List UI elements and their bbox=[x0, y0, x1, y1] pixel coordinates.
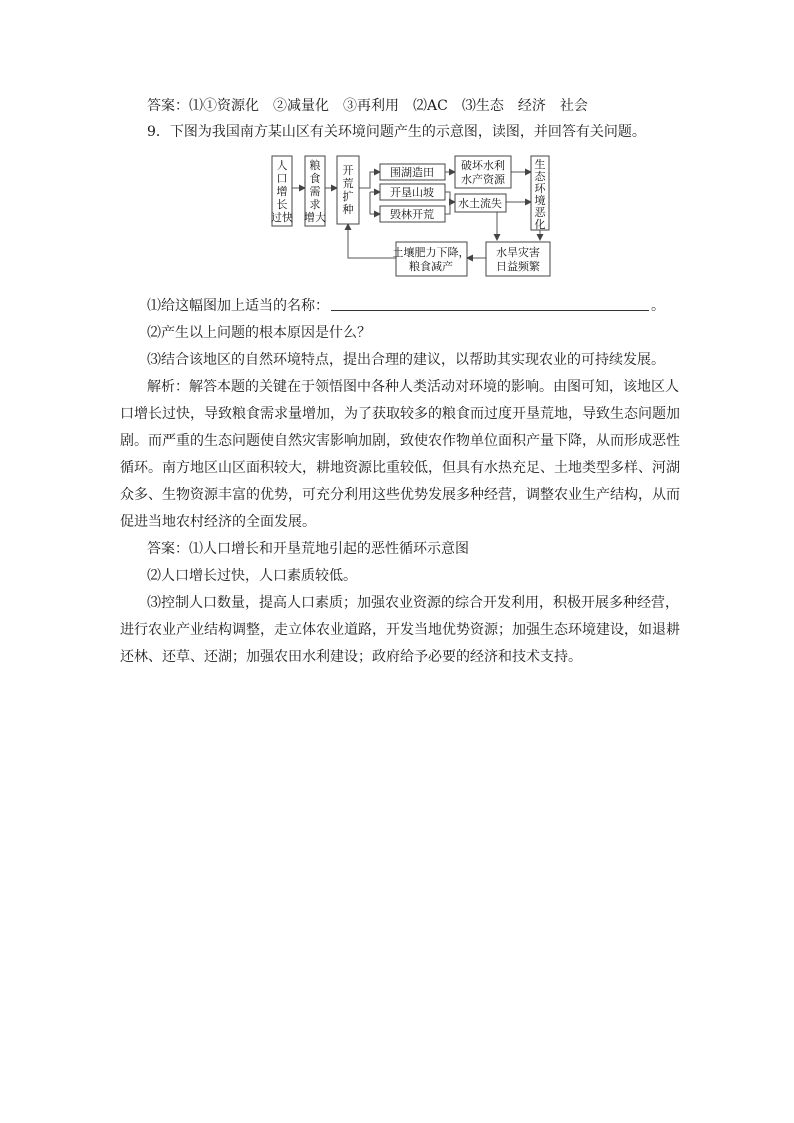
analysis-line-6: 促进当地农村经济的全面发展。 bbox=[120, 514, 316, 530]
svg-text:求: 求 bbox=[309, 198, 321, 211]
sub-question-3: ⑶结合该地区的自然环境特点，提出合理的建议，以帮助其实现农业的可持续发展。 bbox=[147, 352, 665, 368]
svg-text:开垦山坡: 开垦山坡 bbox=[390, 186, 434, 199]
arrow-fertility-to-reclaim bbox=[348, 224, 396, 258]
sub-question-1 bbox=[147, 296, 665, 316]
svg-text:人: 人 bbox=[276, 159, 288, 172]
svg-text:态: 态 bbox=[534, 170, 546, 183]
box-water-damage bbox=[455, 156, 511, 188]
svg-text:增大: 增大 bbox=[304, 211, 326, 224]
box-deforest bbox=[380, 206, 445, 222]
svg-text:水土流失: 水土流失 bbox=[458, 197, 502, 210]
arrow-to-lake-reclaim bbox=[359, 172, 380, 188]
svg-text:食: 食 bbox=[309, 172, 321, 185]
svg-text:境: 境 bbox=[534, 194, 546, 207]
box-soil-erosion bbox=[455, 194, 506, 212]
svg-text:粮: 粮 bbox=[309, 159, 321, 172]
answer-3-line-3: 还林、还草、还湖；加强农田水利建设；政府给予必要的经济和技术支持。 bbox=[120, 649, 582, 665]
box-population bbox=[271, 156, 293, 226]
answer-3-line-2: 进行农业产业结构调整，走立体农业道路，开发当地优势资源；加强生态环境建设，如退耕 bbox=[120, 622, 680, 638]
svg-text:水产资源: 水产资源 bbox=[461, 173, 505, 186]
analysis-line-5: 众多、生物资源丰富的优势，可充分利用这些优势发展多种经营，调整农业生产结构，从而 bbox=[120, 487, 680, 503]
svg-text:需: 需 bbox=[309, 185, 321, 198]
analysis-line-4: 循环。南方地区山区面积较大，耕地资源比重较低，但具有水热充足、土地类型多样、河湖 bbox=[120, 460, 680, 476]
arrow-deforest-to-erosion bbox=[445, 205, 450, 214]
analysis-line-3: 剧。而严重的生态问题使自然灾害影响加剧，致使农作物单位面积产量下降，从而形成恶性 bbox=[120, 433, 680, 449]
answer-2: ⑵人口增长过快，人口素质较低。 bbox=[147, 568, 357, 584]
svg-text:增: 增 bbox=[276, 185, 288, 198]
sub-question-2: ⑵产生以上问题的根本原因是什么？ bbox=[147, 325, 371, 341]
box-lake-reclaim bbox=[380, 164, 445, 180]
svg-text:种: 种 bbox=[342, 203, 354, 216]
svg-text:口: 口 bbox=[276, 172, 288, 185]
q1-suffix: 。 bbox=[651, 298, 665, 314]
svg-text:荒: 荒 bbox=[342, 177, 354, 190]
svg-text:水旱灾害: 水旱灾害 bbox=[496, 246, 540, 259]
analysis-line-2: 口增长过快，导致粮食需求量增加，为了获取较多的粮食而过度开垦荒地，导致生态问题加 bbox=[120, 406, 680, 422]
svg-text:恶: 恶 bbox=[534, 206, 546, 219]
flow-diagram bbox=[268, 152, 558, 284]
svg-text:土壤肥力下降，: 土壤肥力下降， bbox=[392, 246, 470, 259]
arrow-slope-to-erosion bbox=[445, 192, 455, 202]
svg-text:粮食减产: 粮食减产 bbox=[409, 260, 453, 273]
svg-text:扩: 扩 bbox=[342, 190, 354, 203]
answer-3-line-1: ⑶控制人口数量，提高人口素质；加强农业资源的综合开发利用，积极开展多种经营， bbox=[147, 595, 679, 611]
previous-answer: 答案：⑴①资源化 ②减量化 ③再利用 ⑵AC ⑶生态 经济 社会 bbox=[147, 98, 588, 114]
svg-text:破坏水利: 破坏水利 bbox=[461, 159, 505, 172]
svg-text:日益频繁: 日益频繁 bbox=[496, 260, 540, 273]
answer-blank[interactable] bbox=[331, 296, 649, 311]
svg-text:毁林开荒: 毁林开荒 bbox=[390, 208, 434, 221]
box-grain-demand bbox=[304, 156, 326, 226]
svg-text:生: 生 bbox=[534, 158, 546, 171]
svg-text:围湖造田: 围湖造田 bbox=[390, 166, 434, 179]
answer-1: 答案：⑴人口增长和开垦荒地引起的恶性循环示意图 bbox=[147, 541, 469, 557]
box-eco-deterioration bbox=[531, 156, 549, 231]
svg-text:化: 化 bbox=[534, 218, 546, 231]
q1-prefix: ⑴给这幅图加上适当的名称： bbox=[147, 298, 329, 314]
arrow-to-deforest bbox=[370, 192, 380, 214]
analysis-line-1: 解析：解答本题的关键在于领悟图中各种人类活动对环境的影响。由图可知，该地区人 bbox=[147, 379, 679, 395]
box-slope-reclaim bbox=[380, 184, 445, 200]
svg-text:过快: 过快 bbox=[271, 211, 293, 224]
box-fertility bbox=[393, 242, 470, 276]
box-reclaim bbox=[337, 156, 359, 224]
svg-text:长: 长 bbox=[276, 198, 288, 211]
question-9: 9．下图为我国南方某山区有关环境问题产生的示意图，读图，并回答有关问题。 bbox=[147, 124, 646, 140]
svg-text:环: 环 bbox=[534, 182, 546, 195]
box-disaster bbox=[486, 242, 550, 276]
svg-text:开: 开 bbox=[342, 164, 354, 177]
